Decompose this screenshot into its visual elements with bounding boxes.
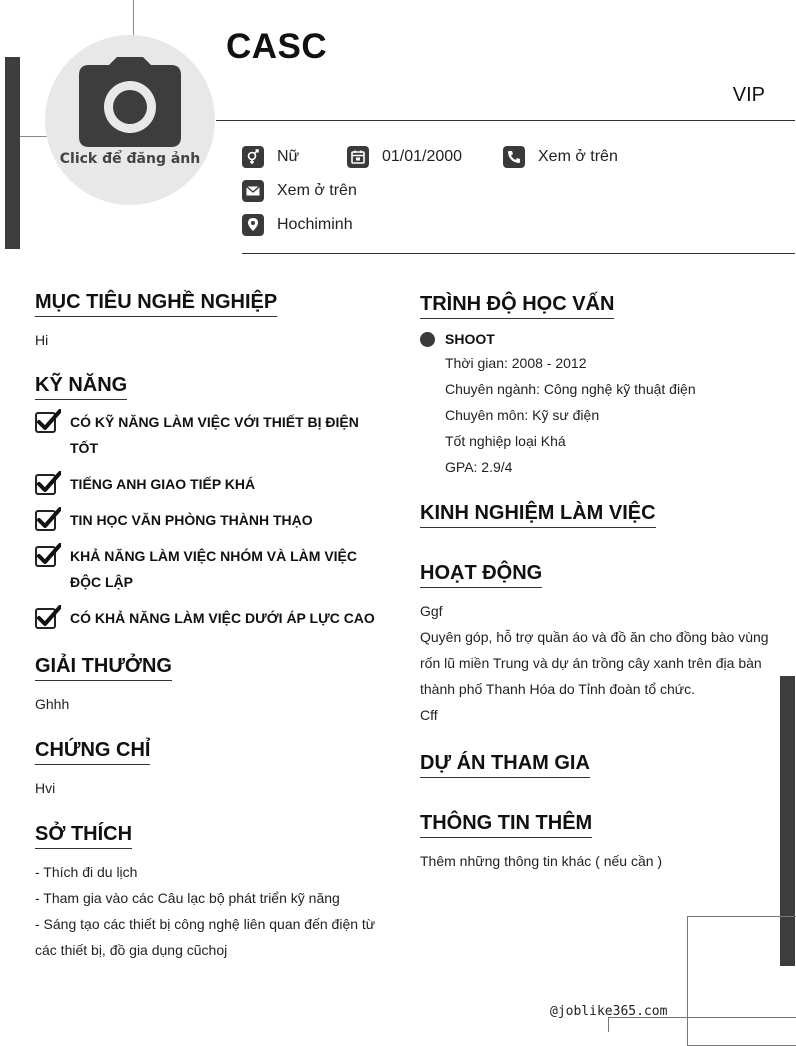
address-value: Hochiminh <box>277 216 353 233</box>
phone-field[interactable] <box>503 146 618 168</box>
location-icon <box>242 214 264 236</box>
decorative-bar-left <box>5 57 20 249</box>
skill-item[interactable] <box>35 507 385 533</box>
camera-icon <box>79 57 181 147</box>
education-major: Chuyên ngành: Công nghệ kỹ thuật điện <box>445 381 696 397</box>
education-gpa: GPA: 2.9/4 <box>445 459 513 475</box>
calendar-icon <box>347 146 369 168</box>
education-grade: Tốt nghiệp loại Khá <box>445 433 566 449</box>
objective-section <box>35 291 385 353</box>
skill-label: CÓ KHẢ NĂNG LÀM VIỆC DƯỚI ÁP LỰC CAO <box>70 610 375 626</box>
projects-section <box>420 752 772 778</box>
phone-icon <box>503 146 525 168</box>
activity-line: Ggf <box>420 603 443 619</box>
bullet-icon <box>420 332 435 347</box>
header-divider <box>216 120 795 121</box>
education-specialty: Chuyên môn: Kỹ sư điện <box>445 407 600 423</box>
activities-section <box>420 562 772 728</box>
left-column <box>35 291 385 963</box>
projects-title: DỰ ÁN THAM GIA <box>420 752 590 778</box>
candidate-name[interactable]: CASC <box>226 27 328 66</box>
experience-title: KINH NGHIỆM LÀM VIỆC <box>420 502 656 528</box>
info-divider <box>242 253 795 254</box>
skills-list <box>35 409 385 631</box>
skill-label: TIN HỌC VĂN PHÒNG THÀNH THẠO <box>70 512 313 528</box>
address-field[interactable] <box>242 214 353 236</box>
photo-caption: Click để đăng ảnh <box>59 151 201 167</box>
decorative-line <box>20 136 48 137</box>
skills-section <box>35 374 385 631</box>
hobbies-section <box>35 823 385 963</box>
birthday-field[interactable] <box>347 146 462 168</box>
skill-item[interactable] <box>35 605 385 631</box>
certificates-title: CHỨNG CHỈ <box>35 739 150 765</box>
activities-text[interactable] <box>420 598 772 728</box>
activity-line: Cff <box>420 707 438 723</box>
applied-position[interactable]: VIP <box>732 84 765 106</box>
additional-info-title: THÔNG TIN THÊM <box>420 812 592 838</box>
phone-value: Xem ở trên <box>538 148 618 165</box>
checkbox-checked-icon <box>35 409 61 433</box>
skill-label: CÓ KỸ NĂNG LÀM VIỆC VỚI THIẾT BỊ ĐIỆN TỐT <box>70 414 359 456</box>
checkbox-checked-icon <box>35 507 61 531</box>
activity-line: Quyên góp, hỗ trợ quần áo và đồ ăn cho đồng bào vùng rốn lũ miền Trung và dự án trồng cây xanh trên địa bàn thành phố Thanh Hóa do Tỉnh đoàn tổ chức. <box>420 629 769 697</box>
education-time: Thời gian: 2008 - 2012 <box>445 355 587 371</box>
hobbies-list[interactable] <box>35 859 385 963</box>
decorative-box <box>687 916 796 1046</box>
education-title: TRÌNH ĐỘ HỌC VẤN <box>420 293 614 319</box>
skills-title: KỸ NĂNG <box>35 374 127 400</box>
skill-label: TIẾNG ANH GIAO TIẾP KHÁ <box>70 476 256 492</box>
additional-info-section <box>420 812 772 874</box>
email-value: Xem ở trên <box>277 182 357 199</box>
school-name: SHOOT <box>445 331 495 347</box>
hobby-item: - Sáng tạo các thiết bị công nghệ liên quan đến điện từ các thiết bị, đồ gia dụng cũchoj <box>35 916 376 958</box>
watermark: @joblike365.com <box>550 1004 668 1019</box>
objective-text[interactable]: Hi <box>35 332 49 348</box>
hobby-item: - Thích đi du lịch <box>35 864 138 880</box>
checkbox-checked-icon <box>35 543 61 567</box>
mail-icon <box>242 180 264 202</box>
skill-item[interactable] <box>35 471 385 497</box>
email-field[interactable] <box>242 180 357 202</box>
skill-item[interactable] <box>35 409 385 461</box>
awards-title: GIẢI THƯỞNG <box>35 655 172 681</box>
checkbox-checked-icon <box>35 605 61 629</box>
decorative-line <box>608 1017 609 1032</box>
additional-info-text[interactable]: Thêm những thông tin khác ( nếu cần ) <box>420 853 663 869</box>
awards-section <box>35 655 385 717</box>
skill-item[interactable] <box>35 543 385 595</box>
birthday-value: 01/01/2000 <box>382 148 463 165</box>
education-entry[interactable] <box>420 328 772 480</box>
decorative-line <box>133 0 134 36</box>
hobbies-title: SỞ THÍCH <box>35 823 132 849</box>
awards-text[interactable]: Ghhh <box>35 696 70 712</box>
gender-field[interactable] <box>242 146 299 168</box>
certificates-text[interactable]: Hvi <box>35 780 56 796</box>
photo-upload[interactable] <box>45 35 215 205</box>
skill-label: KHẢ NĂNG LÀM VIỆC NHÓM VÀ LÀM VIỆC ĐỘC LẬP <box>70 548 357 590</box>
experience-section <box>420 502 772 528</box>
gender-icon <box>242 146 264 168</box>
certificates-section <box>35 739 385 801</box>
education-section <box>420 293 772 480</box>
gender-value: Nữ <box>277 148 300 165</box>
right-column <box>420 293 772 874</box>
checkbox-checked-icon <box>35 471 61 495</box>
activities-title: HOẠT ĐỘNG <box>420 562 542 588</box>
objective-title: MỤC TIÊU NGHỀ NGHIỆP <box>35 291 277 317</box>
hobby-item: - Tham gia vào các Câu lạc bộ phát triển kỹ năng <box>35 890 340 906</box>
